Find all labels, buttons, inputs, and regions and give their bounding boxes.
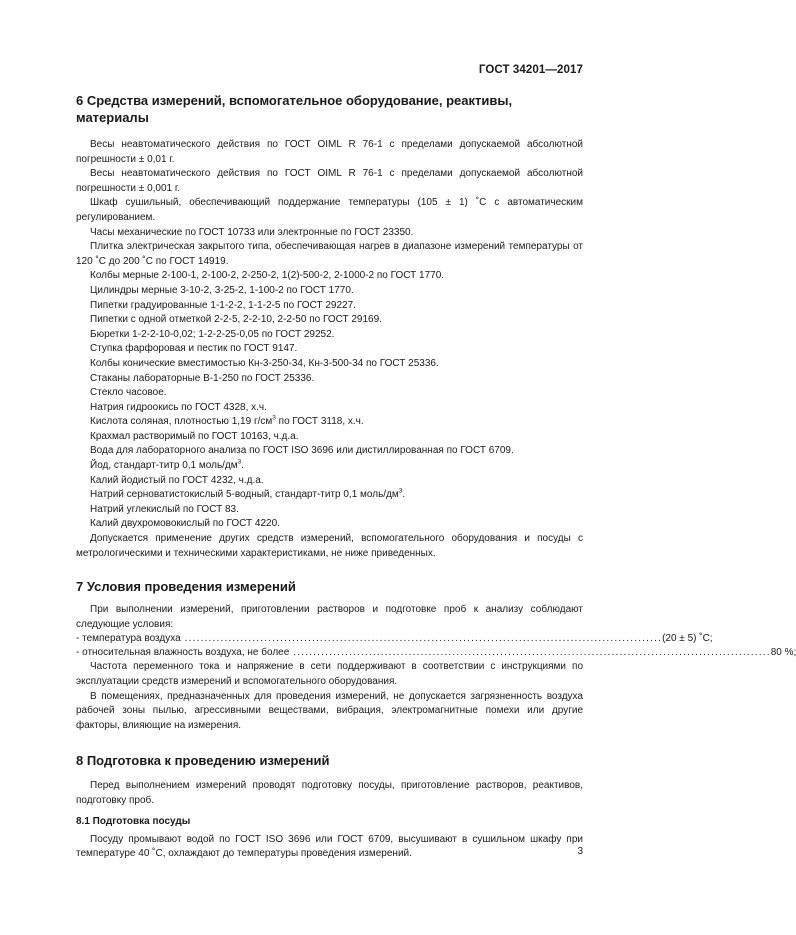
section-6-title: 6 Средства измерений, вспомогательное оборудование, реактивы, материалы (76, 93, 513, 125)
equipment-item-thiosulfate (76, 488, 583, 503)
condition-value: (20 ± 5) ˚С; (662, 633, 713, 645)
equipment-note: Допускается применение других средств измерений, вспомогательного оборудования и посуды с метрологическими и техническими характеристиками, не ниже приведенных. (76, 533, 583, 559)
section-7-paragraph: Частота переменного тока и напряжение в сети поддерживают в соответствии с инструкциями по эксплуатации средств измерений и вспомогательного оборудования. (76, 661, 583, 687)
equipment-item: Колбы мерные 2-100-1, 2-100-2, 2-250-2, 1(2)-500-2, 2-1000-2 по ГОСТ 1770. (90, 270, 445, 282)
condition-temperature (76, 632, 713, 646)
section-7-paragraph: В помещениях, предназначенных для проведения измерений, не допускается загрязненность воздуха рабочей зоны пылью, агрессивными веществами, вибрация, электромагнитные помехи или другие факторы, влияющие на измерения. (76, 690, 583, 731)
page-content (76, 92, 796, 862)
equipment-item: Весы неавтоматического действия по ГОСТ OIML R 76-1 с пределами допускаемой абсолютной погрешности ± 0,01 г. (76, 139, 583, 165)
equipment-item: Бюретки 1-2-2-10-0,02; 1-2-2-25-0,05 по ГОСТ 29252. (90, 328, 335, 340)
equipment-item: Натрия гидроокись по ГОСТ 4328, х.ч. (90, 401, 267, 413)
equipment-item-iodine (76, 459, 583, 474)
equipment-item: Стаканы лабораторные В-1-250 по ГОСТ 25336. (90, 372, 315, 384)
equipment-item: Пипетки градуированные 1-1-2-2, 1-1-2-5 по ГОСТ 29227. (90, 299, 356, 311)
iodine-superscript: 3 (237, 458, 242, 466)
leader-dots: ........................................................................................................................ (289, 647, 771, 659)
standard-code: ГОСТ 34201—2017 (478, 64, 583, 76)
acid-text-end: по ГОСТ 3118, х.ч. (275, 416, 364, 428)
thio-superscript: 3 (398, 487, 403, 495)
equipment-item: Пипетки с одной отметкой 2-2-5, 2-2-10, 2-2-50 по ГОСТ 29169. (90, 314, 382, 326)
condition-label: - температура воздуха (76, 633, 181, 645)
section-7-body (76, 603, 796, 733)
condition-label: - относительная влажность воздуха, не более (76, 647, 290, 659)
equipment-item: Плитка электрическая закрытого типа, обеспечивающая нагрев в диапазоне измерений температуры от 120 ˚С до 200 ˚С по ГОСТ 14919. (76, 241, 583, 267)
equipment-item: Вода для лабораторного анализа по ГОСТ ISO 3696 или дистиллированная по ГОСТ 6709. (90, 445, 514, 457)
equipment-item: Крахмал растворимый по ГОСТ 10163, ч.д.а. (90, 430, 299, 442)
equipment-item: Шкаф сушильный, обеспечивающий поддержание температуры (105 ± 1) ˚С с автоматическим регулированием. (76, 197, 583, 223)
section-6-body (76, 138, 583, 561)
equipment-item: Ступка фарфоровая и пестик по ГОСТ 9147. (90, 343, 298, 355)
equipment-item: Натрий углекислый по ГОСТ 83. (90, 503, 239, 515)
equipment-item: Весы неавтоматического действия по ГОСТ OIML R 76-1 с пределами допускаемой абсолютной погрешности ± 0,001 г. (76, 168, 583, 194)
section-8-title: 8 Подготовка к проведению измерений (76, 753, 330, 769)
section-8-body (76, 779, 583, 861)
acid-text: Кислота соляная, плотностью 1,19 г/см (90, 416, 273, 428)
thio-text-end: . (402, 489, 406, 501)
equipment-item: Колбы конические вместимостью Кн-3-250-34, Кн-3-500-34 по ГОСТ 25336. (90, 357, 439, 369)
equipment-item: Калий йодистый по ГОСТ 4232, ч.д.а. (90, 474, 264, 486)
equipment-item: Стекло часовое. (90, 387, 167, 399)
condition-humidity (76, 646, 796, 660)
page-number: 3 (577, 846, 583, 857)
section-7-title: 7 Условия проведения измерений (76, 579, 296, 595)
subsection-8-1-paragraph: Посуду промывают водой по ГОСТ ISO 3696 или ГОСТ 6709, высушивают в сушильном шкафу при температуре 40 ˚С, охлаждают до температуры проведения измерений. (76, 833, 583, 860)
leader-dots: ........................................................................................................................ (180, 633, 663, 645)
equipment-item: Цилиндры мерные 3-10-2, 3-25-2, 1-100-2 по ГОСТ 1770. (90, 284, 354, 296)
equipment-item: Калий двухромовокислый по ГОСТ 4220. (90, 518, 280, 530)
equipment-item: Часы механические по ГОСТ 10733 или электронные по ГОСТ 23350. (90, 226, 414, 238)
iodine-text-end: . (241, 460, 245, 472)
acid-superscript: 3 (272, 414, 276, 422)
equipment-item-acid (76, 415, 583, 430)
subsection-8-1-title: 8.1 Подготовка посуды (76, 815, 191, 827)
section-8-paragraph: Перед выполнением измерений проводят подготовку посуды, приготовление растворов, реактивов, подготовку проб. (76, 780, 583, 806)
thio-text: Натрий серноватистокислый 5-водный, стандарт-титр 0,1 моль/дм (90, 489, 399, 501)
condition-value: 80 %; (770, 647, 796, 659)
iodine-text: Йод, стандарт-титр 0,1 моль/дм (90, 460, 238, 472)
conditions-intro: При выполнении измерений, приготовлении растворов и подготовке проб к анализу соблюдают следующие условия: (76, 604, 583, 630)
